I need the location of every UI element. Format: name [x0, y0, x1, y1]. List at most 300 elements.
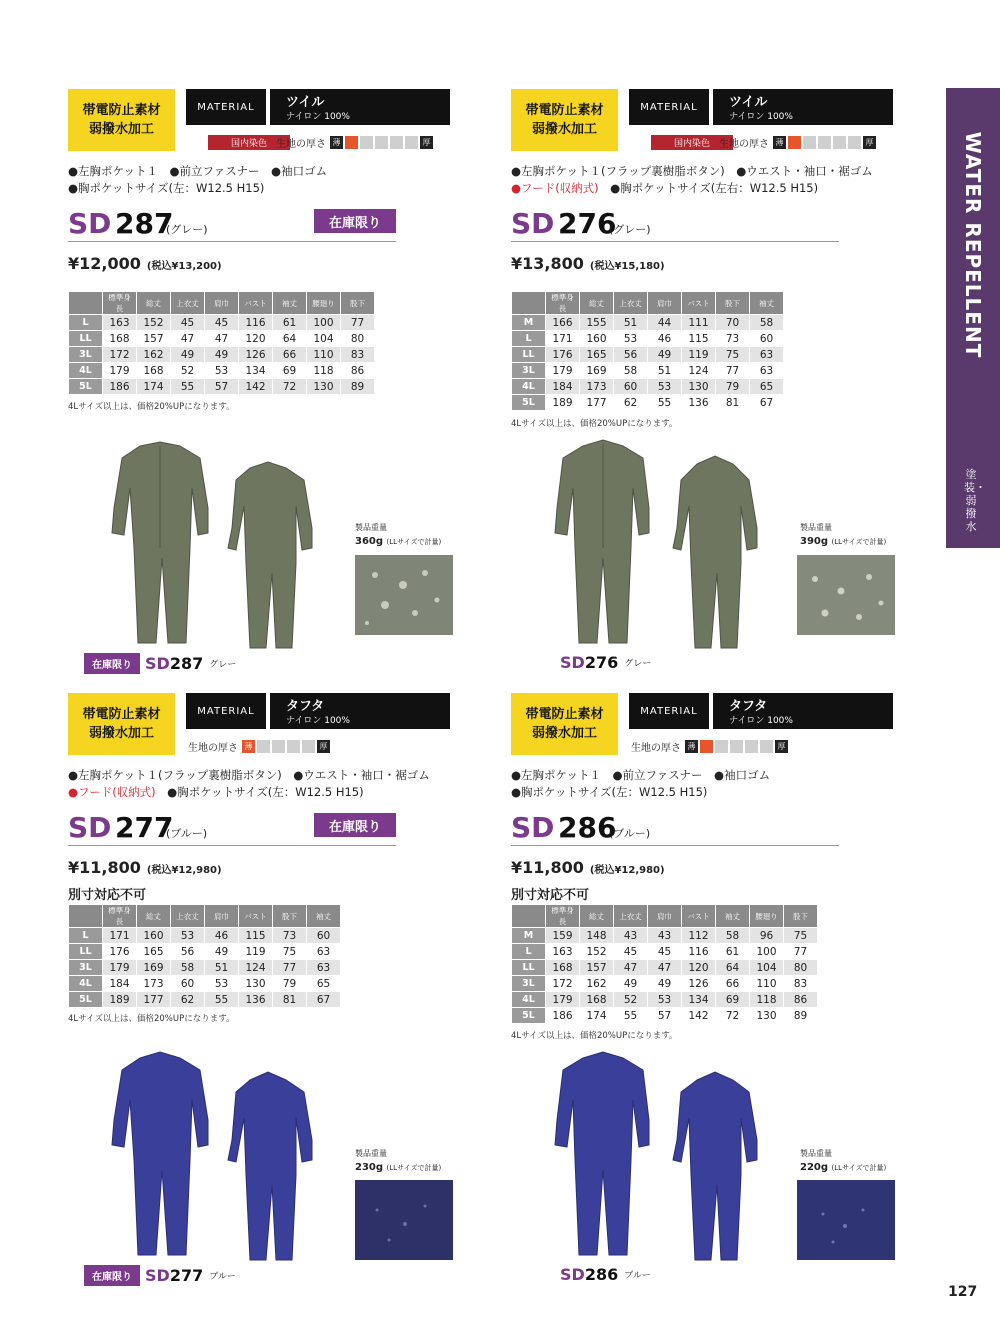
table-cell: 86 [350, 364, 365, 377]
size-label-cell: 4L [512, 379, 545, 394]
table-cell: 56 [614, 347, 647, 362]
side-category-subtitle: 塗装・弱撥水 [964, 468, 986, 533]
size-note: 4Lサイズ以上は、価格20%UPになります。 [511, 1031, 678, 1041]
table-cell: 130 [307, 379, 340, 394]
no-custom-size-notice: 別寸対応不可 [68, 888, 147, 903]
table-cell: 70 [716, 315, 749, 330]
table-corner [512, 292, 545, 314]
thickness-cell [833, 136, 846, 149]
table-cell: 126 [239, 347, 272, 362]
size-label-cell: 5L [69, 992, 102, 1007]
table-cell: 73 [273, 928, 306, 943]
caption-model-prefix: SD [560, 653, 585, 672]
model-number: 276 [558, 207, 617, 240]
feature-line: 帯電防止素材 [525, 707, 604, 722]
size-label-cell: 4L [69, 363, 102, 378]
table-cell: 162 [137, 347, 170, 362]
table-header: 肩巾 [648, 292, 681, 314]
image-caption [84, 1265, 236, 1286]
table-cell: 58 [171, 960, 204, 975]
model-prefix: SD [511, 811, 555, 844]
table-header: 袖丈 [273, 292, 306, 314]
model-row [511, 207, 839, 242]
table-cell: 186 [552, 1009, 573, 1022]
material-label: MATERIAL [629, 693, 709, 729]
table-cell: 81 [273, 992, 306, 1007]
feature-line: 帯電防止素材 [525, 103, 604, 118]
table-cell: 124 [239, 960, 272, 975]
table-cell: 116 [688, 945, 709, 958]
caption-model-prefix: SD [145, 1266, 170, 1285]
table-cell: 111 [682, 315, 715, 330]
table-cell: 177 [137, 992, 170, 1007]
table-cell: 152 [137, 315, 170, 330]
table-cell: 49 [657, 977, 672, 990]
table-cell: 62 [623, 396, 638, 409]
size-label-cell: L [512, 331, 545, 346]
table-header: 標準身長 [546, 905, 579, 927]
size-label-cell: L [512, 944, 545, 959]
model-row [68, 207, 396, 242]
table-cell: 53 [214, 977, 229, 990]
model-color: (ブルー) [609, 827, 651, 840]
table-cell: 130 [756, 1009, 777, 1022]
table-row [69, 928, 340, 943]
table-cell: 63 [316, 945, 331, 958]
table-cell: 45 [171, 315, 204, 330]
table-row [69, 379, 374, 394]
thin-marker: 薄 [773, 136, 786, 149]
table-cell: 174 [586, 1009, 607, 1022]
price-tax: (税込¥15,180) [589, 261, 665, 272]
size-label-cell: LL [69, 331, 102, 346]
table-header: 股下 [341, 292, 374, 314]
table-row [512, 363, 783, 378]
table-cell: 89 [341, 379, 374, 394]
table-header: 総丈 [137, 292, 170, 314]
size-label-cell: 4L [69, 976, 102, 991]
table-cell: 179 [109, 364, 130, 377]
table-cell: 51 [614, 315, 647, 330]
size-label-cell: 3L [512, 363, 545, 378]
table-cell: 66 [725, 977, 740, 990]
thickness-label: 生地の厚さ [631, 743, 681, 754]
table-cell: 119 [245, 945, 266, 958]
table-cell: 80 [784, 960, 817, 975]
table-cell: 49 [205, 347, 238, 362]
model-color: (グレー) [166, 223, 208, 236]
table-cell: 169 [137, 960, 170, 975]
feature-line: 弱撥水加工 [531, 122, 597, 137]
caption-model-number: 286 [584, 1265, 619, 1284]
table-cell: 47 [648, 960, 681, 975]
table-cell: 173 [143, 977, 164, 990]
weight-note: (LLサイズで計量) [386, 1164, 442, 1172]
model-number: 277 [115, 811, 174, 844]
caption-color: グレー [209, 660, 237, 670]
model-number: 287 [115, 207, 174, 240]
model-row [68, 811, 396, 846]
caption-color: ブルー [624, 1271, 651, 1281]
table-cell: 179 [546, 992, 579, 1007]
table-cell: 73 [725, 332, 740, 345]
table-header: バスト [239, 292, 272, 314]
table-cell: 142 [688, 1009, 709, 1022]
coverall-front-back-image [545, 438, 775, 653]
thickness-cell [302, 740, 315, 753]
thin-marker: 薄 [685, 740, 698, 753]
feature-box [511, 89, 618, 151]
material-value [713, 693, 893, 729]
size-label-cell: 4L [512, 992, 545, 1007]
table-cell: 64 [716, 960, 749, 975]
model-row [511, 811, 839, 846]
thickness-cell [788, 136, 801, 149]
table-cell: 55 [657, 396, 672, 409]
weight-amount: 230g [355, 1162, 384, 1173]
thin-marker: 薄 [330, 136, 343, 149]
material-label: MATERIAL [629, 89, 709, 125]
thickness-indicator [631, 739, 788, 754]
table-cell: 80 [350, 332, 365, 345]
table-cell: 46 [205, 928, 238, 943]
size-table [511, 904, 818, 1024]
coverall-front-back-image [545, 1050, 775, 1265]
table-cell: 104 [750, 960, 783, 975]
fabric-swatch-image [355, 1180, 453, 1260]
weight-note: (LLサイズで計量) [386, 538, 442, 546]
weight-label: 製品重量 [355, 523, 387, 532]
caption-model-number: 276 [584, 653, 619, 672]
size-label-cell: 5L [512, 1008, 545, 1023]
table-cell: 63 [307, 960, 340, 975]
table-cell: 77 [793, 945, 808, 958]
material-name: ツイル [286, 95, 325, 110]
table-cell: 49 [623, 977, 638, 990]
table-cell: 160 [586, 332, 607, 345]
table-cell: 45 [657, 945, 672, 958]
thickness-cell [287, 740, 300, 753]
material-label: MATERIAL [186, 693, 266, 729]
size-note: 4Lサイズ以上は、価格20%UPになります。 [511, 419, 678, 429]
table-cell: 168 [580, 992, 613, 1007]
table-cell: 81 [725, 396, 740, 409]
table-cell: 120 [245, 332, 266, 345]
size-label-cell: 3L [512, 976, 545, 991]
price-value: ¥13,800 [511, 254, 584, 273]
size-label-cell: 5L [69, 379, 102, 394]
weight-label: 製品重量 [800, 523, 832, 532]
price [68, 858, 222, 877]
table-cell: 55 [623, 1009, 638, 1022]
feature-hood: ●フード(収納式) [68, 785, 156, 799]
size-label-cell: M [512, 928, 545, 943]
size-table [68, 904, 341, 1008]
feature-line: 弱撥水加工 [88, 726, 154, 741]
coverall-front-back-image [100, 1050, 330, 1265]
table-cell: 46 [657, 332, 672, 345]
size-label-cell: LL [512, 347, 545, 362]
table-cell: 163 [552, 945, 573, 958]
table-cell: 60 [307, 928, 340, 943]
table-cell: 166 [546, 315, 579, 330]
table-header: 肩巾 [648, 905, 681, 927]
side-category-title: WATER REPELLENT [961, 131, 985, 359]
table-cell: 79 [282, 977, 297, 990]
size-label-cell: 3L [69, 960, 102, 975]
table-row [512, 1008, 817, 1023]
table-cell: 58 [716, 928, 749, 943]
table-cell: 186 [103, 379, 136, 394]
feature-list-line: ●左胸ポケット１ ●前立ファスナー ●袖口ゴム [511, 768, 771, 782]
table-cell: 176 [546, 347, 579, 362]
table-row [512, 347, 783, 362]
table-cell: 189 [103, 992, 136, 1007]
table-cell: 184 [546, 379, 579, 394]
price-value: ¥11,800 [68, 858, 141, 877]
table-header: 総丈 [580, 292, 613, 314]
table-cell: 57 [657, 1009, 672, 1022]
table-cell: 118 [750, 992, 783, 1007]
material-label: MATERIAL [186, 89, 266, 125]
table-cell: 100 [307, 315, 340, 330]
table-cell: 136 [688, 396, 709, 409]
table-cell: 67 [307, 992, 340, 1007]
table-cell: 51 [657, 364, 672, 377]
feature-list-line [68, 784, 364, 800]
table-cell: 152 [586, 945, 607, 958]
caption-model-prefix: SD [145, 654, 170, 673]
price-value: ¥12,000 [68, 254, 141, 273]
price-value: ¥11,800 [511, 858, 584, 877]
table-cell: 159 [546, 928, 579, 943]
table-cell: 53 [171, 928, 204, 943]
table-row [512, 315, 783, 330]
size-label-cell: LL [69, 944, 102, 959]
size-label-cell: 5L [512, 395, 545, 410]
feature-hood: ●フード(収納式) [511, 181, 599, 195]
table-cell: 134 [682, 992, 715, 1007]
table-cell: 134 [245, 364, 266, 377]
table-cell: 66 [273, 347, 306, 362]
table-cell: 53 [214, 364, 229, 377]
model-prefix: SD [511, 207, 555, 240]
table-corner [69, 292, 102, 314]
table-header: 股下 [784, 905, 817, 927]
table-header: 股下 [273, 905, 306, 927]
thickness-cell [345, 136, 358, 149]
domestic-dye-badge: 国内染色 [208, 135, 290, 150]
table-cell: 60 [180, 977, 195, 990]
table-cell: 49 [171, 347, 204, 362]
table-cell: 174 [137, 379, 170, 394]
thickness-cell [730, 740, 743, 753]
price [68, 254, 222, 273]
size-label-cell: L [69, 928, 102, 943]
table-cell: 61 [273, 315, 306, 330]
table-header: 腰廻り [307, 292, 340, 314]
table-header: 袖丈 [750, 292, 783, 314]
thickness-cell [715, 740, 728, 753]
table-cell: 130 [245, 977, 266, 990]
table-row [69, 331, 374, 346]
table-cell: 79 [716, 379, 749, 394]
model-prefix: SD [68, 811, 112, 844]
table-cell: 53 [648, 992, 681, 1007]
thickness-label: 生地の厚さ [188, 743, 238, 754]
size-label-cell: 3L [69, 347, 102, 362]
table-cell: 47 [214, 332, 229, 345]
feature-line: 帯電防止素材 [82, 707, 161, 722]
table-row [69, 944, 340, 959]
coverall-front-back-image [100, 438, 330, 653]
table-cell: 176 [109, 945, 130, 958]
material-value [270, 693, 450, 729]
table-cell: 157 [580, 960, 613, 975]
table-cell: 177 [586, 396, 607, 409]
table-cell: 63 [759, 364, 774, 377]
table-row [512, 976, 817, 991]
table-cell: 55 [205, 992, 238, 1007]
image-caption [84, 653, 236, 674]
fabric-swatch-image [797, 555, 895, 635]
thickness-indicator [719, 135, 876, 150]
table-row [69, 960, 340, 975]
table-cell: 58 [623, 364, 638, 377]
feature-pocket-size: ●胸ポケットサイズ(左右：W12.5 H15) [598, 181, 819, 195]
table-cell: 77 [725, 364, 740, 377]
table-header: バスト [682, 905, 715, 927]
thickness-label: 生地の厚さ [719, 139, 769, 150]
fabric-swatch-image [797, 1180, 895, 1260]
table-cell: 58 [750, 315, 783, 330]
table-cell: 130 [682, 379, 715, 394]
table-cell: 168 [143, 364, 164, 377]
feature-line: 帯電防止素材 [82, 103, 161, 118]
weight-note: (LLサイズで計量) [831, 538, 887, 546]
table-header: 総丈 [580, 905, 613, 927]
table-row [69, 315, 374, 330]
price [511, 858, 665, 877]
table-cell: 47 [180, 332, 195, 345]
table-cell: 89 [793, 1009, 808, 1022]
table-header: 上衣丈 [171, 292, 204, 314]
table-cell: 165 [143, 945, 164, 958]
table-cell: 100 [756, 945, 777, 958]
table-cell: 77 [273, 960, 306, 975]
table-cell: 157 [143, 332, 164, 345]
table-header: 上衣丈 [171, 905, 204, 927]
size-label-cell: M [512, 315, 545, 330]
table-cell: 60 [614, 379, 647, 394]
table-header: 標準身長 [546, 292, 579, 314]
size-label-cell: L [69, 315, 102, 330]
stock-limited-badge: 在庫限り [84, 1265, 140, 1286]
table-cell: 75 [784, 928, 817, 943]
thickness-cell [257, 740, 270, 753]
size-table [68, 291, 375, 395]
table-cell: 52 [180, 364, 195, 377]
thin-marker: 薄 [242, 740, 255, 753]
material-name: タフタ [286, 699, 325, 714]
table-row [512, 928, 817, 943]
no-custom-size-notice: 別寸対応不可 [511, 888, 590, 903]
table-cell: 72 [273, 379, 306, 394]
table-cell: 44 [648, 315, 681, 330]
thickness-cell [848, 136, 861, 149]
feature-list-line: ●胸ポケットサイズ(左：W12.5 H15) [68, 181, 265, 195]
table-cell: 119 [682, 347, 715, 362]
material-value [270, 89, 450, 125]
table-cell: 53 [623, 332, 638, 345]
thickness-cell [818, 136, 831, 149]
table-cell: 43 [614, 928, 647, 943]
thickness-cell [360, 136, 373, 149]
thickness-cell [760, 740, 773, 753]
feature-line: 弱撥水加工 [88, 122, 154, 137]
table-cell: 163 [103, 315, 136, 330]
table-cell: 60 [759, 332, 774, 345]
weight-label: 製品重量 [800, 1149, 832, 1158]
table-cell: 65 [316, 977, 331, 990]
domestic-dye-badge: 国内染色 [651, 135, 733, 150]
table-row [69, 992, 340, 1007]
price-tax: (税込¥12,980) [589, 865, 665, 876]
table-cell: 184 [109, 977, 130, 990]
weight-note: (LLサイズで計量) [831, 1164, 887, 1172]
thickness-cell [745, 740, 758, 753]
table-cell: 168 [546, 960, 579, 975]
table-cell: 55 [171, 379, 204, 394]
table-cell: 136 [239, 992, 272, 1007]
page-number: 127 [948, 1284, 978, 1300]
thick-marker: 厚 [775, 740, 788, 753]
image-caption [560, 653, 651, 672]
table-header: 標準身長 [103, 292, 136, 314]
table-cell: 148 [580, 928, 613, 943]
thickness-cell [405, 136, 418, 149]
table-cell: 83 [793, 977, 808, 990]
thickness-cell [272, 740, 285, 753]
table-cell: 115 [239, 928, 272, 943]
feature-list-line: ●左胸ポケット１ ●前立ファスナー ●袖口ゴム [68, 164, 328, 178]
thickness-cell [803, 136, 816, 149]
stock-limited-badge: 在庫限り [314, 813, 396, 837]
thickness-indicator [276, 135, 433, 150]
table-row [512, 992, 817, 1007]
table-header: バスト [239, 905, 272, 927]
table-header: 上衣丈 [614, 292, 647, 314]
table-cell: 43 [648, 928, 681, 943]
table-header: 肩巾 [205, 292, 238, 314]
price [511, 254, 665, 273]
stock-limited-badge: 在庫限り [314, 209, 396, 233]
table-cell: 116 [239, 315, 272, 330]
table-cell: 45 [623, 945, 638, 958]
table-row [69, 347, 374, 362]
table-cell: 115 [688, 332, 709, 345]
feature-line: 弱撥水加工 [531, 726, 597, 741]
thickness-cell [375, 136, 388, 149]
material-value [713, 89, 893, 125]
table-row [512, 960, 817, 975]
table-cell: 75 [282, 945, 297, 958]
model-number: 286 [558, 811, 617, 844]
table-header: 総丈 [137, 905, 170, 927]
table-row [512, 944, 817, 959]
table-header: バスト [682, 292, 715, 314]
table-cell: 51 [205, 960, 238, 975]
